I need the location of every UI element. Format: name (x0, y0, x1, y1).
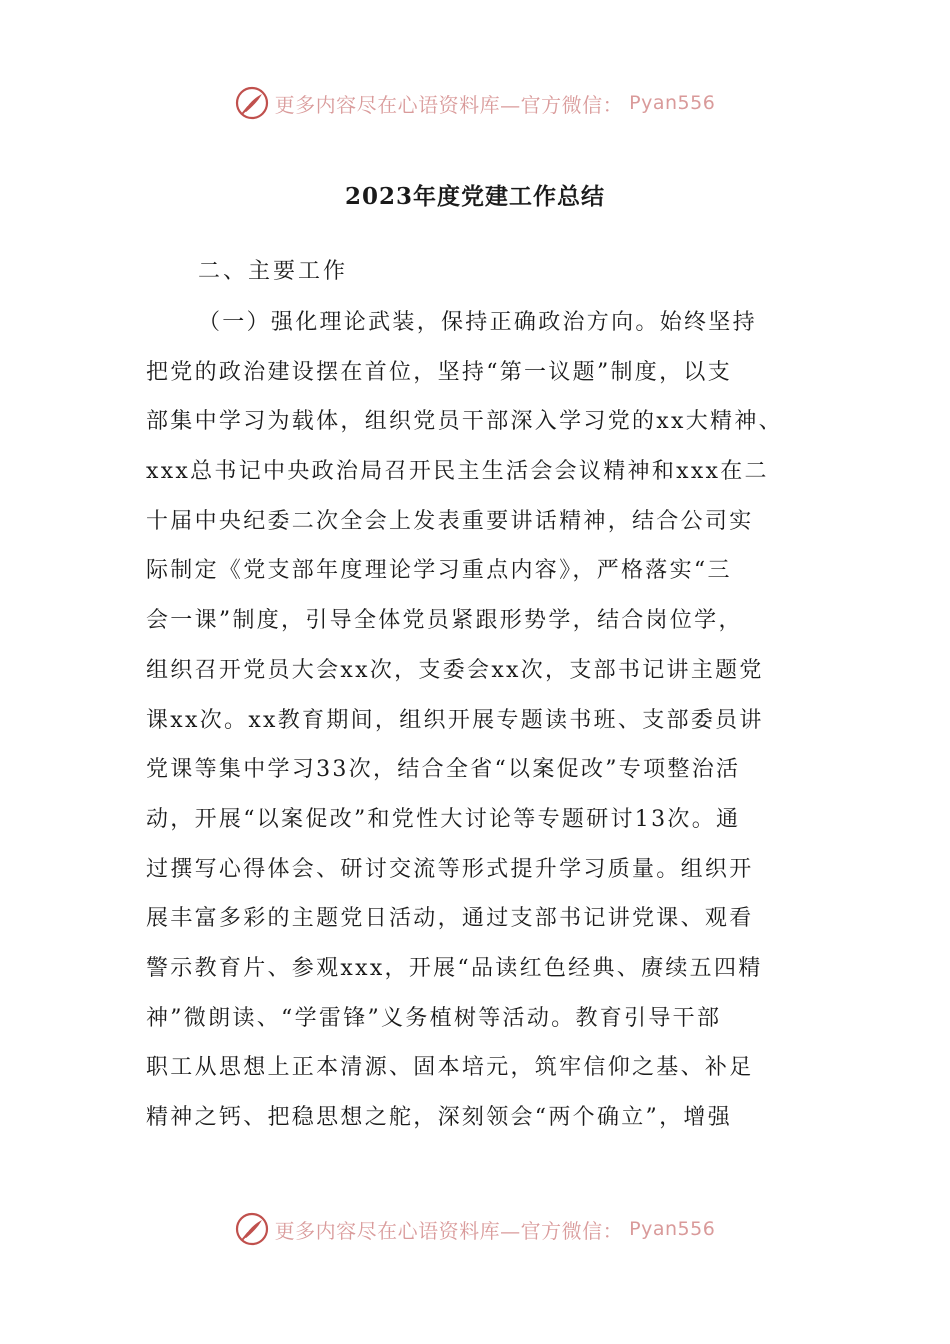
watermark-text: 更多内容尽在心语资料库—官方微信： (274, 1218, 624, 1243)
paragraph-line: 职工从思想上正本清源、固本培元，筑牢信仰之基、补足 (146, 1055, 754, 1081)
paragraph-line: 部集中学习为载体，组织党员干部深入学习党的xx大精神、 (146, 409, 783, 435)
section-heading: 二、主要工作 (198, 259, 349, 284)
watermark-wechat-id: Pyan556 (629, 1218, 716, 1240)
header-watermark (0, 86, 950, 120)
watermark-text: 更多内容尽在心语资料库—官方微信： (274, 92, 624, 117)
quill-logo-icon (235, 86, 269, 120)
paragraph-line: 过撰写心得体会、研讨交流等形式提升学习质量。组织开 (146, 856, 754, 882)
paragraph-line: 警示教育片、参观xxx，开展“品读红色经典、赓续五四精 (146, 955, 763, 981)
body-paragraph (146, 298, 811, 1143)
document-title: 2023年度党建工作总结 (344, 183, 605, 210)
paragraph-line: 神”微朗读、“学雷锋”义务植树等活动。教育引导干部 (146, 1005, 722, 1031)
paragraph-line: 动，开展“以案促改”和党性大讨论等专题研讨13次。通 (146, 806, 741, 832)
paragraph-line: 十届中央纪委二次全会上发表重要讲话精神，结合公司实 (146, 508, 754, 534)
watermark-wechat-id: Pyan556 (629, 92, 716, 114)
paragraph-line: xxx总书记中央政治局召开民主生活会会议精神和xxx在二 (146, 459, 769, 485)
paragraph-line: 精神之钙、把稳思想之舵，深刻领会“两个确立”，增强 (146, 1105, 732, 1130)
paragraph-line: 党课等集中学习33次，结合全省“以案促改”专项整治活 (146, 757, 741, 783)
paragraph-line: 会一课”制度，引导全体党员紧跟形势学，结合岗位学， (146, 608, 743, 634)
paragraph-line: 展丰富多彩的主题党日活动，通过支部书记讲党课、观看 (146, 906, 754, 932)
paragraph-line: 课xx次。xx教育期间，组织开展专题读书班、支部委员讲 (146, 707, 764, 733)
paragraph-line: 组织召开党员大会xx次，支委会xx次，支部书记讲主题党 (146, 657, 764, 683)
paragraph-line: 际制定《党支部年度理论学习重点内容》，严格落实“三 (146, 558, 732, 584)
paragraph-line: （一）强化理论武装，保持正确政治方向。始终坚持 (198, 310, 757, 335)
footer-watermark (0, 1212, 950, 1246)
quill-logo-icon (235, 1212, 269, 1246)
paragraph-line: 把党的政治建设摆在首位，坚持“第一议题”制度，以支 (146, 359, 732, 385)
